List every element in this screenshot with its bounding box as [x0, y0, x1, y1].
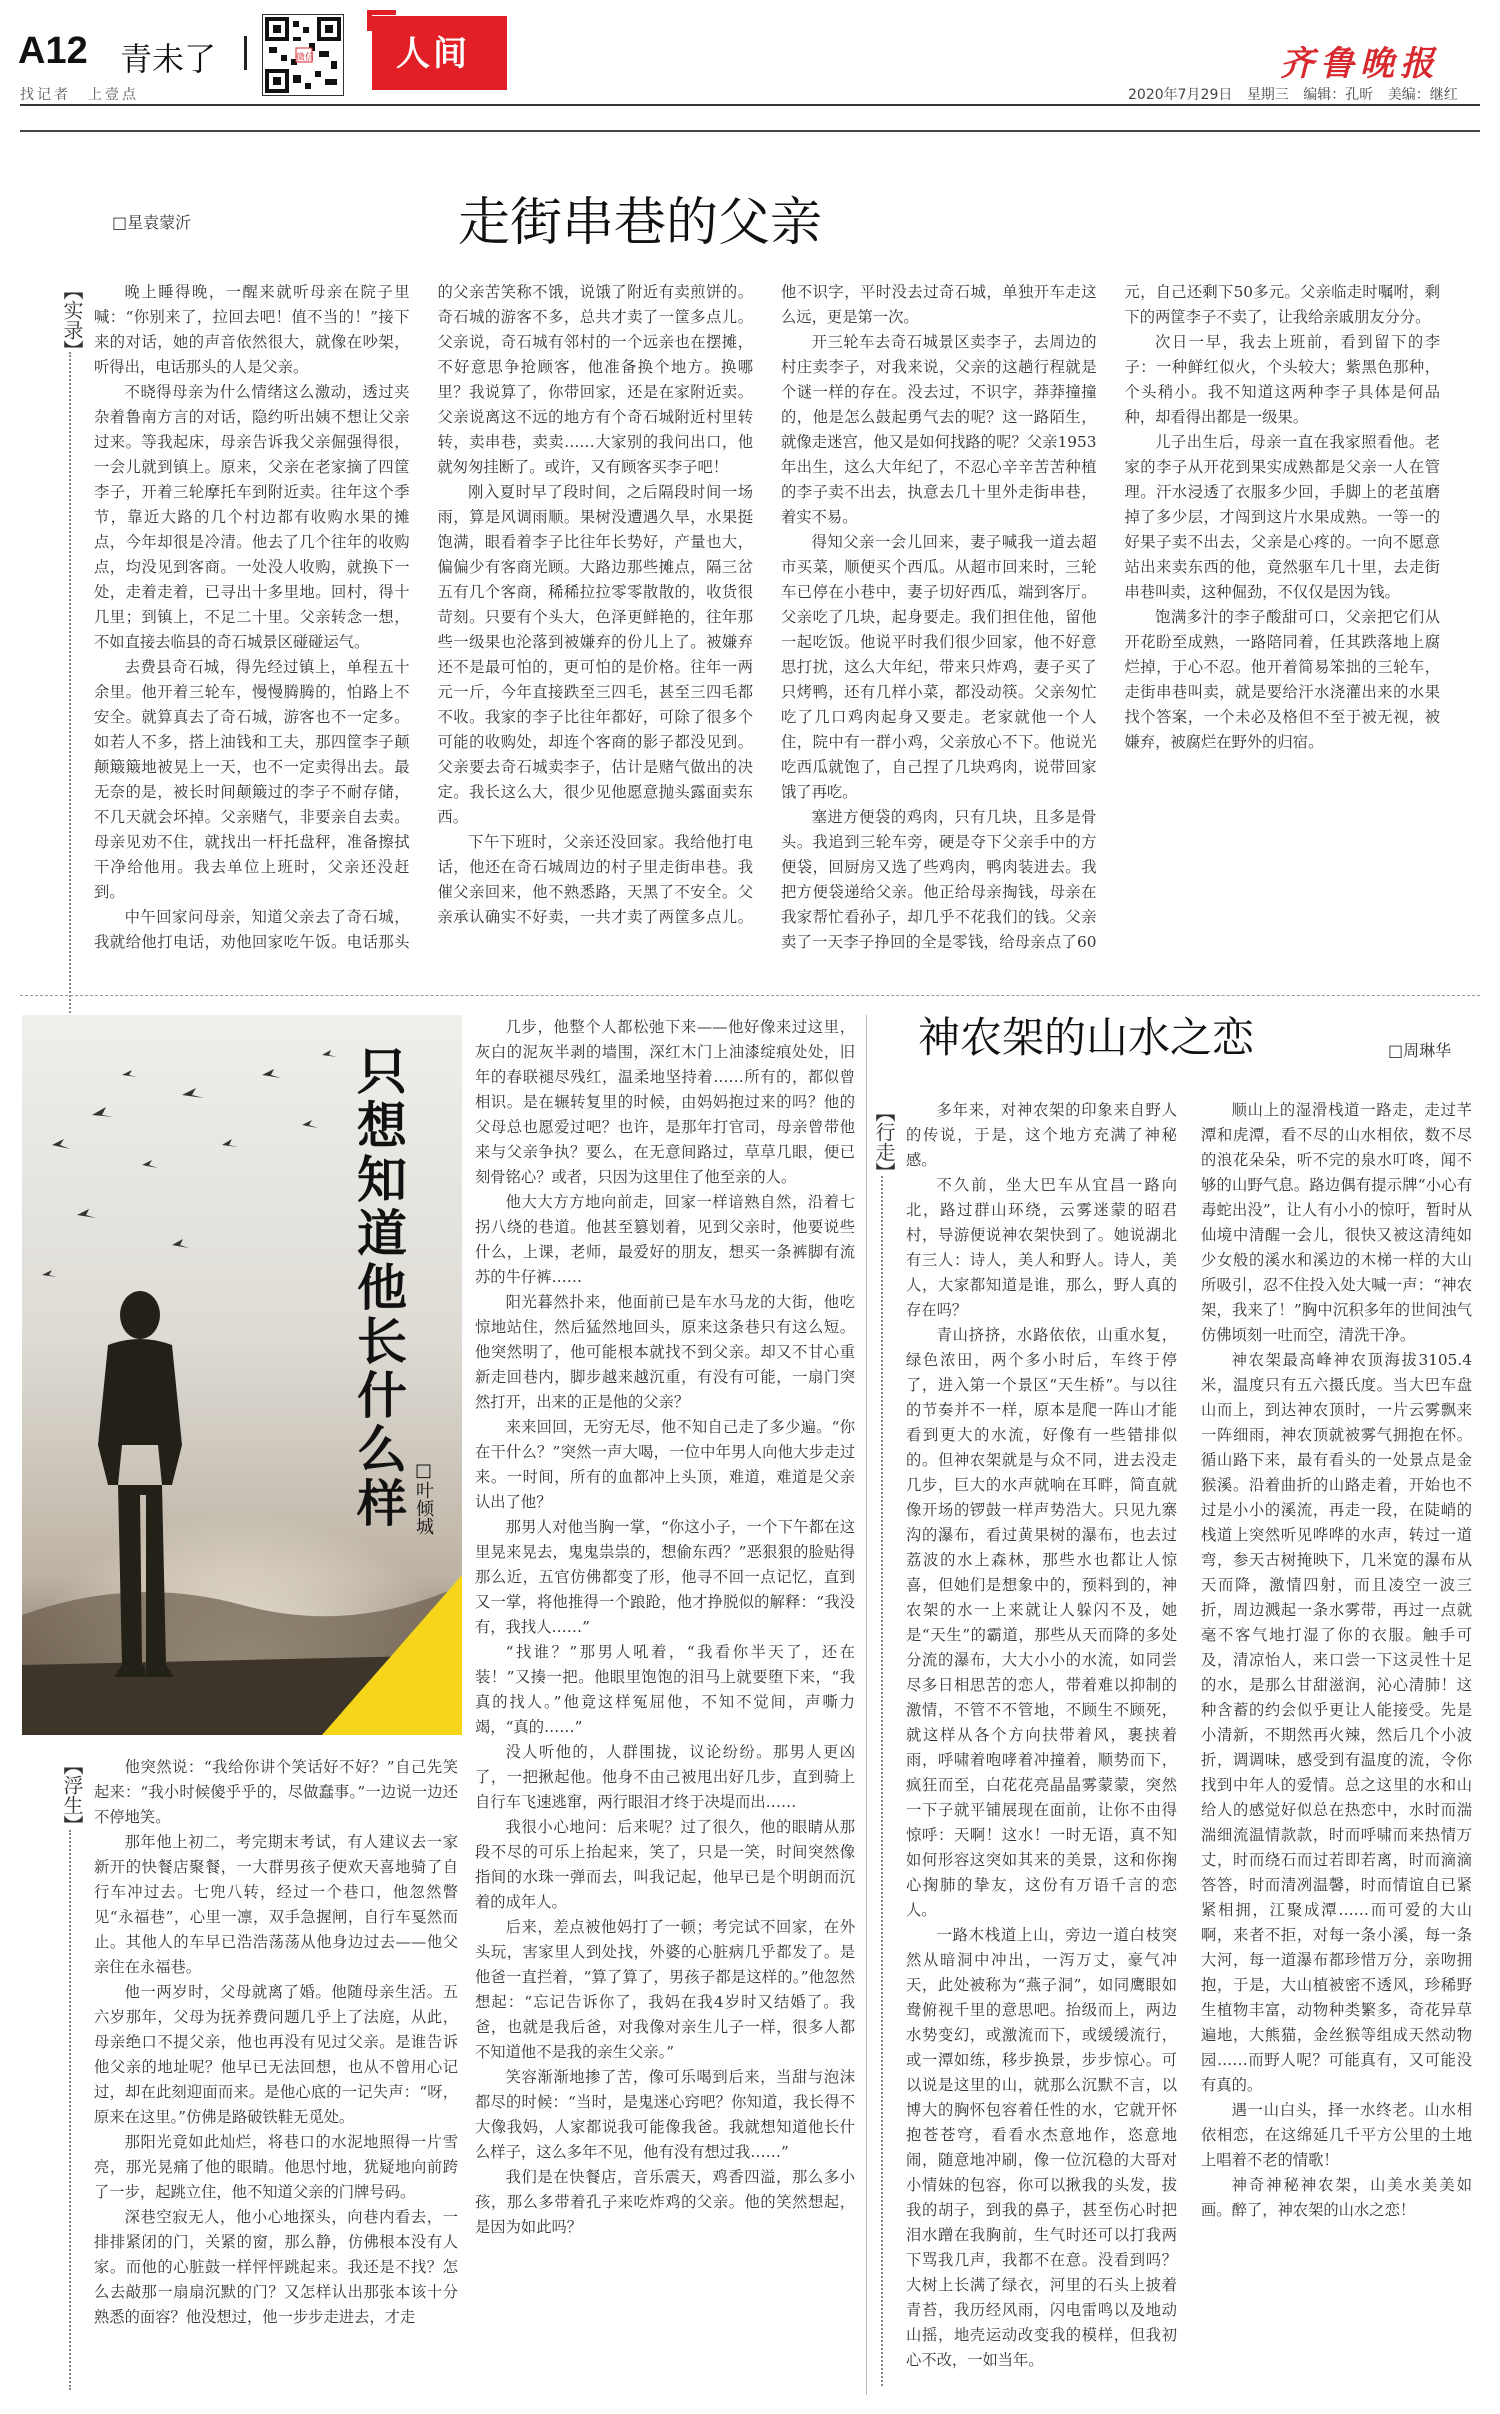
- paragraph: 那年他上初二，考完期末考试，有人建议去一家新开的快餐店聚餐，一大群男孩子便欢天喜地骑了自行车冲过去。七兜八转，经过一个巷口，他忽然瞥见“永福巷”，心里一凛，双手急握闸，自行车戛然而止。其他人的车早已浩浩荡荡从他身边过去——他父亲住在永福巷。: [94, 1833, 458, 1976]
- paragraph: 遇一山白头，择一水终老。山水相依相恋，在这绵延几千平方公里的土地上唱着不老的情歌！: [1201, 2101, 1472, 2169]
- article1-title: 走街串巷的父亲: [458, 193, 823, 253]
- paragraph: 阳光暮然扑来，他面前已是车水马龙的大街，他吃惊地站住，然后猛然地回头，原来这条巷只有这么短。他突然明了，他可能根本就找不到父亲。却又不甘心重新走回巷内，脚步越来越沉重，有没有可能，一扇门突然打开，出来的正是他的父亲？: [475, 1293, 855, 1411]
- paragraph: 去费县奇石城，得先经过镇上，单程五十余里。他开着三轮车，慢慢腾腾的，怕路上不安全。就算真去了奇石城，游客也不一定多。如若人不多，搭上油钱和工夫，那四筐李子颠颠簸簸地被晃上一天，也不一定卖得出去。最无奈的是，被长时间颠簸过的李子不耐存储，不几天就会坏掉。父亲赌气，非要亲自去卖。母亲见劝不住，就找出一杆托盘秤，准备擦拭干净给他用。我去单位上班时，父亲还没赶到。: [94, 658, 410, 901]
- paragraph: 不久前，坐大巴车从宜昌一路向北，路过群山环绕，云雾迷蒙的昭君村，导游便说神农架快到了。她说湖北有三人：诗人，美人和野人。诗人，美人，大家都知道是谁，那么，野人真的存在吗？: [906, 1176, 1177, 1319]
- paragraph: 笑容渐渐地掺了苦，像可乐喝到后来，当甜与泡沫都尽的时候：“当时，是鬼迷心窍吧？你知道，我长得不大像我妈，人家都说我可能像我爸。我就想知道他长什么样子，这么多年不见，他有没有想过我……”: [475, 2068, 855, 2161]
- paragraph: 刚入夏时早了段时间，之后隔段时间一场雨，算是风调雨顺。果树没遭遇久旱，水果挺饱满，眼看着李子比往年长势好，产量也大，偏偏少有客商光顾。大路边那些摊点，隔三岔五有几个客商，稀稀拉拉零零散散的，收货很苛刻。只要有个头大，色泽更鲜艳的，往年那些一级果也沦落到被嫌弃的份儿上了。被嫌弃还不是最可怕的，更可怕的是价格。往年一两元一斤，今年直接跌至三四毛，甚至三四毛都不收。我家的李子比往年都好，可除了很多个可能的收购处，却连个客商的影子都没见到。父亲要去奇石城卖李子，估计是赌气做出的决定。我长这么大，很少见他愿意抛头露面卖东西。: [437, 483, 753, 826]
- paragraph: 青山挤挤，水路依依，山重水复，绿色浓田，两个多小时后，车终于停了，进入第一个景区“天生桥”。与以往的节奏并不一样，原本是爬一阵山才能看到更大的水流，好像有一些错排似的。但神农架就是与众不同，进去没走几步，巨大的水声就响在耳畔，简直就像开场的锣鼓一样声势浩大。只见九寨沟的瀑布，看过黄果树的瀑布，也去过荔波的水上森林，那些水也都让人惊喜，但她们是想象中的，预料到的，神农架的水一上来就让人躲闪不及，她是“天生”的霸道，那些从天而降的多处分流的瀑布，大大小小的水流，如同尝尽多日相思苦的恋人，带着难以抑制的激情，不管不不管地，不顾生不顾死，就这样从各个方向扶带着风，裹挟着雨，呼啸着咆哮着冲撞着，顺势而下，疯狂而至，白花花亮晶晶雾蒙蒙，突然一下子就平铺展现在面前，让你不由得惊呼：天啊！这水！一时无语，真不知如何形容这突如其来的美景，这和你掬心掬肺的挚友，这份有万语千言的恋人。: [906, 1326, 1177, 1919]
- paragraph: 饱满多汁的李子酸甜可口，父亲把它们从开花盼至成熟，一路陪同着，任其跌落地上腐烂掉，于心不忍。他开着简易笨拙的三轮车，走街串巷叫卖，就是要给汗水浇灌出来的水果找个答案，一个未必及格但不至于被无视，被嫌弃，被腐烂在野外的归宿。: [1124, 608, 1440, 751]
- paragraph: 神奇神秘神农架，山美水美美如画。醉了，神农架的山水之恋！: [1201, 2176, 1472, 2219]
- paragraph: 塞进方便袋的鸡肉，只有几块，且多是骨头。我追到三轮车旁，硬是夺下父亲手中的方便袋，回厨房又选了些鸡肉，鸭肉装进去。我把方便袋递给父亲。他正给母亲掏钱，母亲在我家帮忙看孙子，却几乎不花我们的钱。父亲卖了一天李子挣回的全是零钱，给母亲点了60元，自己还剩下50多元。父亲临走时嘱咐，剩下的两筐李子不卖了，让我给亲戚朋友分分。: [781, 283, 1440, 951]
- article3-title: 神农架的山水之恋: [918, 1013, 1255, 1062]
- paragraph: 顺山上的湿滑栈道一路走，走过芊潭和虎潭，看不尽的山水相依，数不尽的浪花朵朵，听不完的泉水叮咚，闻不够的山野气息。路边偶有提示牌“小心有毒蛇出没”，让人有小小的惊吁，暂时从仙境中清醒一会儿，很快又被这清纯如少女般的溪水和溪边的木梯一样的大山所吸引，忍不住投入处大喊一声：“神农架，我来了！”胸中沉积多年的世间浊气仿佛顷刻一吐而空，清洗干净。: [1201, 1101, 1472, 1344]
- top-divider: [20, 130, 1480, 132]
- masthead: [0, 0, 1500, 110]
- paragraph: 来来回回，无穷无尽，他不知自己走了多少遍。“你在干什么？”突然一声大喝，一位中年男人向他大步走过来。一时间，所有的血都冲上头顶，难道，难道是父亲认出了他？: [475, 1418, 855, 1511]
- section-name: 青未了: [120, 40, 217, 78]
- editor: 编辑：孔昕: [1303, 87, 1374, 103]
- article3-body: [906, 1098, 1472, 2398]
- paragraph: 开三轮车去奇石城景区卖李子，去周边的村庄卖李子，对我来说，父亲的这趟行程就是个谜一样的存在。没去过，不识字，莽莽撞撞的，他是怎么鼓起勇气去的呢？这一路陌生，就像走迷宫，他又是如何找路的呢？父亲1953年出生，这么大年纪了，不忍心辛辛苦苦种植的李子卖不出去，执意去几十里外走街串巷，着实不易。: [781, 333, 1097, 526]
- paragraph: 多年来，对神农架的印象来自野人的传说，于是，这个地方充满了神秘感。: [906, 1101, 1177, 1169]
- paragraph: 儿子出生后，母亲一直在我家照看他。老家的李子从开花到果实成熟都是父亲一人在管理。汗水浸透了衣服多少回，手脚上的老茧磨掉了多少层，才闯到这片水果成熟。一等一的好果子卖不出去，父亲是心疼的。一向不愿意站出来卖东西的他，竟然驱车几十里，去走街串巷叫卖，这种倔劲，不仅仅是因为钱。: [1124, 433, 1440, 601]
- paragraph: 中午回家问母亲，知道父亲去了奇石城，我就给他打电话，劝他回家吃午饭。电话那头的父亲苦笑称不饿，说饿了附近有卖煎饼的。奇石城的游客不多，总共才卖了一筐多点儿。父亲说，奇石城有邻村的一个远亲也在摆摊，不好意思争抢顾客，他准备换个地方。换哪里？我说算了，你带回家，还是在家附近卖。父亲说离这不远的地方有个奇石城附近村里转转，卖串巷，卖卖……大家别的我问出口，他就匆匆挂断了。或许，又有顾客买李子吧！: [94, 283, 753, 951]
- column-rule: [866, 1015, 867, 2395]
- paragraph: 没人听他的，人群围拢，议论纷纷。那男人更凶了，一把揪起他。他身不由己被甩出好几步，直到骑上自行车飞速逃窜，两行眼泪才终于决堤而出……: [475, 1743, 855, 1811]
- paragraph: 那男人对他当胸一掌，“你这小子，一个下午都在这里晃来晃去，鬼鬼祟祟的，想偷东西？”恶狠狠的脸贴得那么近，五官仿佛都变了形，他寻不回一点记忆，直到又一掌，将他推得一个踉跄，他才挣脱似的解释：“我没有，我找人……”: [475, 1518, 855, 1636]
- paragraph: 神农架最高峰神农顶海拔3105.4米，温度只有五六摄氏度。当大巴车盘山而上，到达神农顶时，一片云雾飘来一阵细雨，神农顶就被雾气拥抱在怀。循山路下来，最有看头的一处景点是金猴溪。沿着曲折的山路走着，开始也不过是小小的溪流，再走一段，在陡峭的栈道上突然听见哗哗的水声，转过一道弯，参天古树掩映下，几米宽的瀑布从天而降，激情四射，而且凌空一波三折，周边溅起一条水雾带，再过一点就毫不客气地打湿了你的衣服。触手可及，清凉怡人，来口尝一下这灵性十足的水，是那么甘甜滋润，沁心清肺！这种含蓄的约会似乎更让人能接受。先是小清新，不期然再火辣，然后几个小波折，调调味，感受到有温度的流，令你找到中年人的爱情。总之这里的水和山给人的感觉好似总在热恋中，水时而湍湍细流温情款款，时而呼啸而来热情万丈，时而绕石而过若即若离，时而滴滴答答，时而清冽温馨，时而情谊自已紧紧相拥，江聚成潭……而可爱的大山啊，来者不拒，对每一条小溪，每一条大河，每一道瀑布都珍惜万分，亲吻拥抱，于是，大山植被密不透风，珍稀野生植物丰富，动物种类繁多，奇花异草遍地，大熊猫，金丝猴等组成天然动物园……而野人呢？可能真有，又可能没有真的。: [1201, 1351, 1472, 2094]
- article1-byline: □星袁蒙沂: [112, 213, 192, 232]
- paragraph: “找谁？”那男人吼着，“我看你半天了，还在装！”又揍一把。他眼里饱饱的泪马上就要堕下来，“我真的找人。”他竟这样冤屈他，不知不觉间，声嘶力竭，“真的……”: [475, 1643, 855, 1736]
- section-divider: [244, 36, 247, 70]
- article2-tag: 【浮生】: [60, 1755, 84, 1835]
- article2-tag-line: [69, 1830, 71, 2390]
- paragraph: 下午下班时，父亲还没回家。我给他打电话，他还在奇石城周边的村子里走街串巷。我催父亲回来，他不熟悉路，天黑了不安全。父亲承认确实不好卖，一共才卖了两筐多点儿。他不识字，平时没去过奇石城，单独开车走这么远，更是第一次。: [437, 283, 1097, 926]
- paragraph: 他突然说：“我给你讲个笑话好不好？”自己先笑起来：“我小时候傻乎乎的，尽做蠢事。”一边说一边还不停地笑。: [94, 1758, 458, 1826]
- article3-tag: 【行走】: [872, 1102, 896, 1182]
- paragraph: 他大大方方地向前走，回家一样谙熟自然，沿着七拐八绕的巷道。他甚至篡划着，见到父亲时，他要说些什么，上课，老师，最爱好的朋友，想买一条裤脚有流苏的牛仔裤……: [475, 1193, 855, 1286]
- page-number: A12: [18, 30, 88, 72]
- paragraph: 我很小心地问：后来呢？过了很久，他的眼睛从那段不尽的可乐上抬起来，笑了，只是一笑，时间突然像指间的水珠一弹而去，叫我记起，他早已是个明朗而沉着的成年人。: [475, 1818, 855, 1911]
- paragraph: 后来，差点被他妈打了一顿；考完试不回家，在外头玩，害家里人到处找，外婆的心脏病几乎都发了。是他爸一直拦着，“算了算了，男孩子都是这样的。”他忽然想起：“忘记告诉你了，我妈在我4岁时又结婚了。我爸，也就是我后爸，对我像对亲生儿子一样，很多人都不知道他不是我的亲生父亲。”: [475, 1918, 855, 2061]
- paragraph: 我们是在快餐店，音乐震天，鸡香四溢，那么多小孩，那么多带着孔子来吃炸鸡的父亲。他的笑然想起，是因为如此吗？: [475, 2168, 855, 2236]
- article2-title: 只想知道他长什么样: [349, 1045, 407, 1531]
- article3-tag-line: [881, 1176, 883, 2386]
- paragraph: 不晓得母亲为什么情绪这么激动，透过夹杂着鲁南方言的对话，隐约听出姨不想让父亲过来。等我起床，母亲告诉我父亲倔强得很，一会儿就到镇上。原来，父亲在老家摘了四筐李子，开着三轮摩托车到附近卖。往年这个季节，靠近大路的几个村边都有收购水果的摊点，今年却很是冷清。他去了几个往年的收购点，均没见到客商。一处没人收购，就换下一处，走着走着，已寻出十多里地。回村，得十几里；到镇上，不足二十里。父亲转念一想，不如直接去临县的奇石城景区碰碰运气。: [94, 383, 410, 651]
- article1-body: [94, 280, 1440, 970]
- paragraph: 得知父亲一会儿回来，妻子喊我一道去超市买菜，顺便买个西瓜。从超市回来时，三轮车已停在小巷中，妻子切好西瓜，端到客厅。父亲吃了几块，起身要走。我们担住他，留他一起吃饭。他说平时我们很少回家，他不好意思打扰，这么大年纪，带来只炸鸡，妻子买了只烤鸭，还有几样小菜，都没动筷。父亲匆忙吃了几口鸡肉起身又要走。老家就他一个人住，院中有一群小鸡，父亲放心不下。他说光吃西瓜就饱了，自己捏了几块鸡肉，说带回家饿了再吃。: [781, 533, 1097, 801]
- column-name: 人间: [396, 34, 470, 74]
- date: 2020年7月29日: [1128, 87, 1233, 103]
- article3-byline: □周琳华: [1388, 1041, 1452, 1060]
- paragraph: 次日一早，我去上班前，看到留下的李子：一种鲜红似火，个头较大；紫黑色那种，个头稍小。我不知道这两种李子具体是何品种，却看得出都是一级果。: [1124, 333, 1440, 426]
- column-tag-bracket: [367, 10, 396, 31]
- paragraph: 晚上睡得晚，一醒来就听母亲在院子里喊：“你别来了，拉回去吧！值不当的！”接下来的对话，她的声音依然很大，就像在吵架，听得出，电话那头的人是父亲。: [94, 283, 410, 376]
- paragraph: 几步，他整个人都松弛下来——他好像来过这里，灰白的泥灰半剥的墙围，深红木门上油漆绽痕处处，旧年的春联褪尽残红，温柔地坚持着……所有的，都似曾相识。是在辗转复里的时候，由妈妈抱过来的吗？他的父母总也愿爱过吧？也许，是那年打官司，母亲曾带他来与父亲争执？要么，在无意间路过，草草几眼，便已刻骨铭心？或者，只因为这里住了他至亲的人。: [475, 1018, 855, 1186]
- paragraph: 一路木栈道上山，旁边一道白枝突然从暗洞中冲出，一泻万丈，豪气冲天，此处被称为“燕子洞”，如同鹰眼如鸯俯视千里的意思吧。抬级而上，两边水势变幻，或激流而下，或缓缓流行，或一潭如练，移步换景，步步惊心。可以说是这里的山，就那么沉默不言，以博大的胸怀包容着任性的水，它就开怀抱苍苍穹，看看水杰意地作，恣意地闹，随意地冲刷，像一位沉稳的大哥对小情妹的包容，你可以揪我的头发，拔我的胡子，到我的鼻子，甚至伤心时把泪水蹭在我胸前，生气时还可以打我两下骂我几声，我都不在意。没看到吗？大树上长满了绿衣，河里的石头上披着青苔，我历经风雨，闪电雷鸣以及地动山摇，地壳运动改变我的模样，但我初心不改，一如当年。: [906, 1926, 1177, 2369]
- article2-byline: □叶倾城: [413, 1460, 434, 1535]
- paragraph: 他一两岁时，父母就离了婚。他随母亲生活。五六岁那年，父母为抚养费问题几乎上了法庭，从此，母亲绝口不提父亲，他也再没有见过父亲。是谁告诉他父亲的地址呢？他早已无法回想，也从不曾用心记过，却在此刻迎面而来。是他心底的一记失声：“呀，原来在这里。”仿佛是路破铁鞋无觅处。: [94, 1983, 458, 2126]
- designer: 美编：继红: [1387, 87, 1458, 103]
- section-divider-mid: [20, 995, 1480, 996]
- dateline: [1128, 84, 1458, 104]
- paragraph: 那阳光竟如此灿烂，将巷口的水泥地照得一片雪亮，那光晃痛了他的眼睛。他思忖地，犹疑地向前跨了一步，起跳立住，他不知道父亲的门牌号码。: [94, 2133, 458, 2201]
- article2-body: [475, 1015, 855, 2395]
- qr-label: 微信: [296, 53, 315, 63]
- article1-tag: 【实录】: [60, 280, 84, 360]
- masthead-rule: [20, 104, 1480, 106]
- qr-code[interactable]: [262, 14, 344, 96]
- weekday: 星期三: [1246, 87, 1289, 103]
- credits-line: 找记者 上壹点: [20, 87, 139, 103]
- article2-body-lower: [94, 1755, 458, 2395]
- paragraph: 深巷空寂无人，他小心地探头，向巷内看去，一排排紧闭的门，关紧的窗，那么静，仿佛根本没有人家。而他的心脏鼓一样怦怦跳起来。我还是不找？怎么去敲那一扇扇沉默的门？又怎样认出那张本该十分熟悉的面容？他没想过，他一步步走进去，才走: [94, 2208, 458, 2326]
- newspaper-logo: 齐鲁晚报: [1280, 44, 1440, 84]
